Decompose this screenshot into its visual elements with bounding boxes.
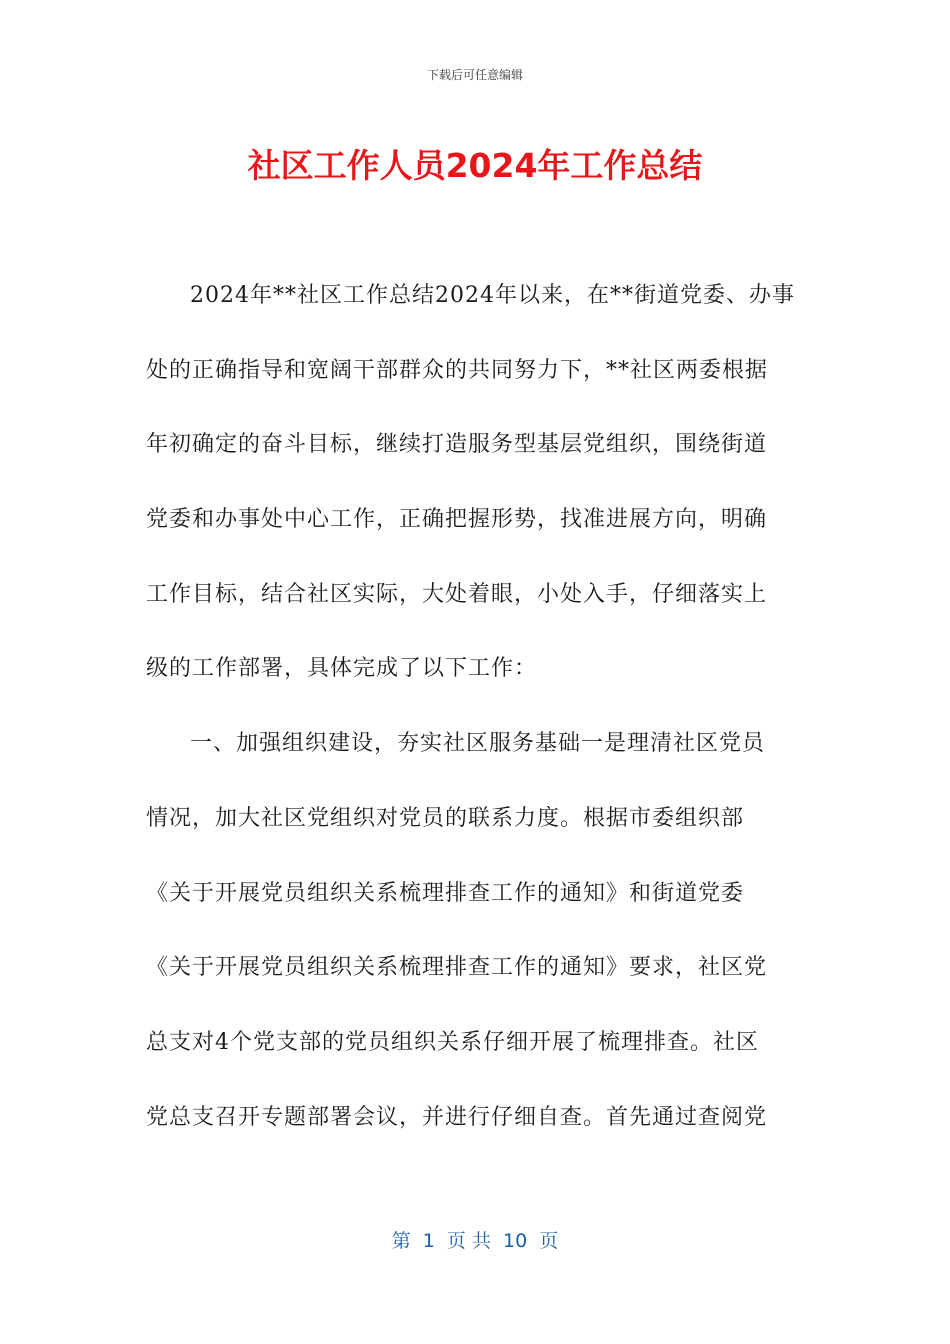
page-number-footer: 第 1 页 共 10 页	[391, 1230, 559, 1252]
text-line: 《关于开展党员组织关系梳理排查工作的通知》要求，社区党	[146, 955, 768, 981]
document-title: 社区工作人员2024年工作总结	[247, 146, 703, 185]
paragraph-2	[146, 723, 806, 1171]
text-line: 年初确定的奋斗目标，继续打造服务型基层党组织，围绕街道	[146, 432, 768, 458]
text-line: 党委和办事处中心工作，正确把握形势，找准进展方向，明确	[146, 507, 768, 533]
text-line: 党总支召开专题部署会议，并进行仔细自查。首先通过查阅党	[146, 1104, 768, 1130]
text-line: 情况，加大社区党组织对党员的联系力度。根据市委组织部	[146, 805, 745, 831]
paragraph-1	[146, 275, 806, 723]
header-note: 下载后可任意编辑	[426, 68, 523, 82]
text-line: 2024年**社区工作总结2024年以来，在**街道党委、办事	[190, 283, 795, 308]
text-line: 《关于开展党员组织关系梳理排查工作的通知》和街道党委	[146, 880, 745, 906]
document-body	[146, 275, 806, 1171]
text-line: 处的正确指导和宽阔干部群众的共同努力下，**社区两委根据	[146, 357, 769, 383]
text-line: 工作目标，结合社区实际，大处着眼，小处入手，仔细落实上	[146, 581, 768, 607]
text-line: 级的工作部署，具体完成了以下工作：	[146, 656, 538, 682]
text-line: 总支对4个党支部的党员组织关系仔细开展了梳理排查。社区	[146, 1029, 759, 1055]
text-line: 一、加强组织建设，夯实社区服务基础一是理清社区党员	[190, 731, 766, 757]
